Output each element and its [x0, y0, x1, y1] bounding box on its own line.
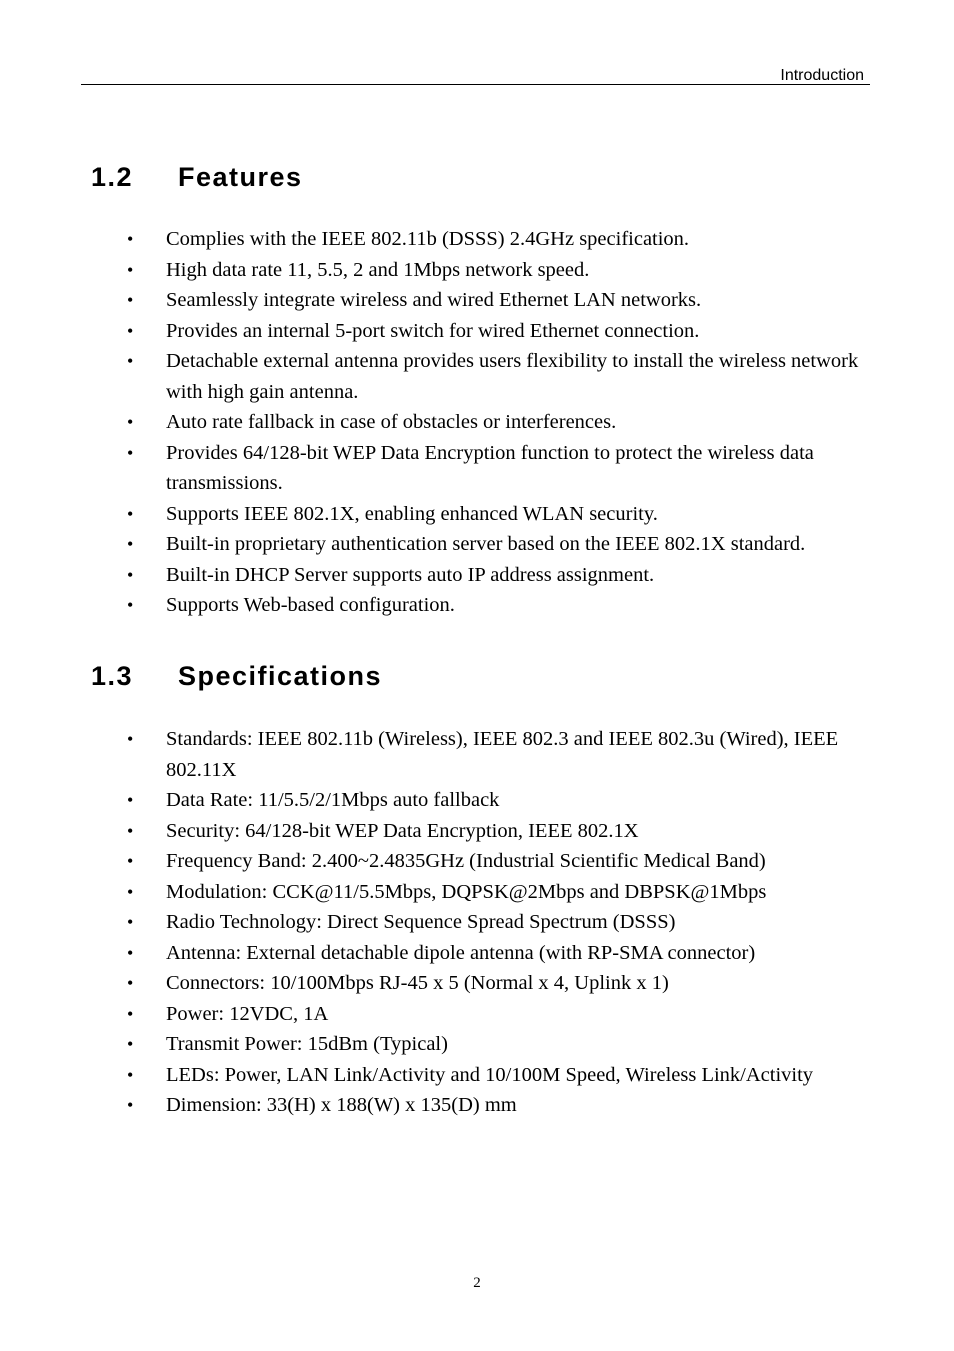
bullet-icon: • [127, 290, 134, 310]
page-number: 2 [473, 1275, 481, 1291]
list-item-text: Seamlessly integrate wireless and wired Ethernet LAN networks. [166, 289, 702, 311]
list-item-text: Security: 64/128-bit WEP Data Encryption, IEEE 802.1X [166, 819, 639, 842]
list-item-text: Supports IEEE 802.1X, enabling enhanced WLAN security. [166, 502, 658, 525]
list-item [0, 224, 886, 255]
list-item-text: Supports Web-based configuration. [166, 594, 455, 616]
specifications-heading [91, 659, 382, 693]
bullet-icon: • [127, 229, 134, 249]
list-item [0, 255, 886, 286]
bullet-icon: • [127, 729, 134, 749]
bullet-icon: • [127, 1034, 134, 1054]
list-item [0, 407, 886, 438]
list-item-text: High data rate 11, 5.5, 2 and 1Mbps network speed. [166, 258, 590, 281]
list-item [0, 316, 886, 347]
list-item [0, 999, 886, 1030]
bullet-icon: • [127, 881, 134, 902]
list-item [0, 724, 886, 785]
bullet-icon: • [127, 942, 134, 963]
list-item-text: Provides 64/128-bit WEP Data Encryption function to protect the wireless data transmissions. [166, 441, 814, 494]
bullet-icon: • [127, 351, 134, 371]
list-item [0, 285, 886, 316]
features-list [0, 224, 886, 621]
list-item-text: Detachable external antenna provides users flexibility to install the wireless network with high gain antenna. [166, 350, 859, 403]
bullet-icon: • [127, 503, 134, 524]
list-item-text: Frequency Band: 2.400~2.4835GHz (Industrial Scientific Medical Band) [166, 850, 766, 872]
bullet-icon: • [127, 1095, 134, 1115]
bullet-icon: • [127, 820, 134, 841]
running-header [81, 66, 870, 85]
list-item-text: Transmit Power: 15dBm (Typical) [166, 1033, 448, 1055]
features-section-number: 1.2 [91, 162, 134, 192]
list-item-text: Provides an internal 5-port switch for wired Ethernet connection. [166, 319, 700, 342]
bullet-icon: • [127, 973, 134, 993]
list-item [0, 1060, 886, 1091]
specifications-list [0, 724, 886, 1121]
list-item-text: LEDs: Power, LAN Link/Activity and 10/100M Speed, Wireless Link/Activity [166, 1063, 814, 1086]
list-item-text: Dimension: 33(H) x 188(W) x 135(D) mm [166, 1094, 517, 1116]
list-item [0, 1029, 886, 1060]
list-item-text: Radio Technology: Direct Sequence Spread Spectrum (DSSS) [166, 911, 676, 933]
list-item [0, 438, 886, 499]
bullet-icon: • [127, 412, 134, 432]
bullet-icon: • [127, 912, 134, 932]
list-item [0, 846, 886, 877]
list-item [0, 877, 886, 908]
list-item-text: Connectors: 10/100Mbps RJ-45 x 5 (Normal x 4, Uplink x 1) [166, 972, 669, 994]
bullet-icon: • [127, 442, 134, 463]
bullet-icon: • [127, 790, 134, 810]
list-item [0, 529, 886, 560]
list-item-text: Power: 12VDC, 1A [166, 1002, 329, 1025]
list-item-text: Antenna: External detachable dipole antenna (with RP-SMA connector) [166, 941, 756, 964]
list-item-text: Built-in proprietary authentication server based on the IEEE 802.1X standard. [166, 533, 806, 555]
list-item [0, 816, 886, 847]
list-item [0, 968, 886, 999]
list-item-text: Standards: IEEE 802.11b (Wireless), IEEE 802.3 and IEEE 802.3u (Wired), IEEE 802.11X [166, 728, 839, 781]
list-item-text: Complies with the IEEE 802.11b (DSSS) 2.4GHz specification. [166, 228, 690, 250]
list-item [0, 590, 886, 621]
list-item-text: Modulation: CCK@11/5.5Mbps, DQPSK@2Mbps and DBPSK@1Mbps [166, 880, 767, 903]
list-item [0, 499, 886, 530]
list-item-text: Data Rate: 11/5.5/2/1Mbps auto fallback [166, 789, 500, 811]
list-item [0, 907, 886, 938]
list-item-text: Auto rate fallback in case of obstacles or interferences. [166, 411, 617, 433]
bullet-icon: • [127, 1064, 134, 1085]
bullet-icon: • [127, 595, 134, 615]
bullet-icon: • [127, 851, 134, 871]
list-item-text: Built-in DHCP Server supports auto IP address assignment. [166, 563, 655, 586]
features-heading [91, 160, 303, 194]
running-header-title: Introduction [780, 67, 864, 84]
specifications-section-number: 1.3 [91, 661, 134, 691]
bullet-icon: • [127, 534, 134, 554]
features-section-title: Features [178, 162, 303, 192]
bullet-icon: • [127, 564, 134, 585]
list-item [0, 785, 886, 816]
list-item [0, 560, 886, 591]
list-item [0, 1090, 886, 1121]
specifications-section-title: Specifications [178, 661, 383, 691]
bullet-icon: • [127, 259, 134, 280]
list-item [0, 346, 886, 407]
bullet-icon: • [127, 1003, 134, 1024]
bullet-icon: • [127, 320, 134, 341]
list-item [0, 938, 886, 969]
